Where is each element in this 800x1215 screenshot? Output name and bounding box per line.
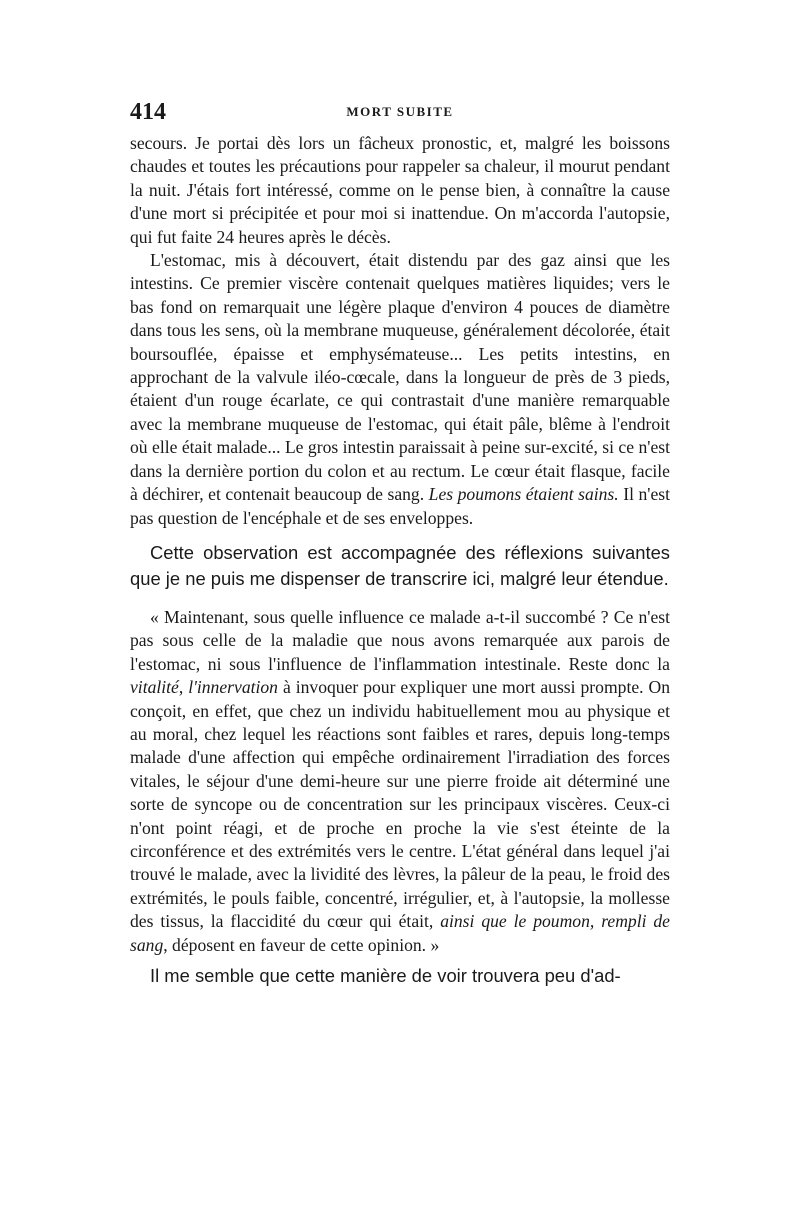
emphasis-innervation: l'innervation	[188, 677, 278, 698]
paragraph-text: secours. Je portai dès lors un fâcheux pronostic, et, malgré les boissons chaudes et toutes les précautions pour rappeler sa chaleur, il mourut pendant la nuit. J'étais fort intéressé, comme on le pense bien, à connaître la cause d'une mort si précipitée et pour moi si inattendue. On m'accorda l'autopsie, qui fut faite 24 heures après le décès.	[130, 133, 670, 247]
paragraph-observation	[130, 540, 670, 592]
paragraph-text: L'estomac, mis à découvert, était distendu par des gaz ainsi que les intestins. Ce premier viscère contenait quelques matières liquides; vers le bas fond on remarquait une légère plaque d'environ 4 pouces de diamètre dans tous les sens, où la membrane muqueuse, généralement décolorée, était boursouflée, épaisse et emphysémateuse... Les petits intestins, en approchant de la valvule iléo-cœcale, dans la longueur de près de 3 pieds, étaient d'un rouge écarlate, ce qui contrastait d'une manière remarquable avec la membrane muqueuse de l'estomac, qui était pâle, blême à l'endroit où elle était malade... Le gros intestin paraissait à peine sur-excité, si ce n'est dans la dernière portion du colon et au rectum. Le cœur était flasque, facile à déchirer, et contenait beaucoup de sang.	[130, 250, 670, 505]
emphasis-lungs: Les poumons étaient sains.	[428, 484, 619, 505]
page-number: 414	[130, 99, 166, 125]
emphasis-poumon: ainsi que le poumon, rempli de sang	[130, 911, 670, 955]
paragraph-autopsy	[130, 249, 670, 530]
running-title: MORT SUBITE	[346, 104, 454, 119]
body-text	[130, 132, 670, 989]
paragraph-tail: Il n'est pas question de l'encéphale et de ses enveloppes.	[130, 484, 670, 528]
paragraph-text: Il me semble que cette manière de voir trouvera peu d'ad-	[150, 965, 621, 986]
page-header	[130, 98, 670, 128]
quote-separator: ,	[178, 677, 189, 698]
emphasis-vitalite: vitalité	[130, 677, 179, 698]
paragraph-final	[130, 963, 670, 989]
paragraph-quote	[130, 606, 670, 957]
quote-intro: « Maintenant, sous quelle influence ce malade a-t-il succombé ? Ce n'est pas sous celle de la maladie que nous avons remarquée aux parois de l'estomac, ni sous l'influence de l'inflammation intestinale. Reste donc la	[130, 606, 670, 674]
paragraph-text: Cette observation est accompagnée des réflexions suivantes que je ne puis me dispenser de transcrire ici, malgré leur étendue.	[130, 541, 670, 589]
quote-middle: à invoquer pour expliquer une mort aussi prompte. On conçoit, en effet, que chez un individu habituellement mou au physique et au moral, chez lequel les réactions sont faibles et rares, depuis long-temps malade d'une affection qui empêche ordinairement l'irradiation des forces vitales, le séjour d'une demi-heure sur une pierre froide ait déterminé une sorte de syncope ou de concentration sur les principaux viscères. Ceux-ci n'ont point réagi, et de proche en proche la vie s'est éteinte de la circonférence et des extrémités vers le centre. L'état général dans lequel j'ai trouvé le malade, avec la lividité des lèvres, la pâleur de la peau, le froid des extrémités, le pouls faible, concentré, irrégulier, et, à l'autopsie, la mollesse des tissus, la flaccidité du cœur qui était,	[130, 677, 670, 932]
paragraph-case-end	[130, 132, 670, 249]
quote-end: , déposent en faveur de cette opinion. »	[163, 934, 440, 955]
